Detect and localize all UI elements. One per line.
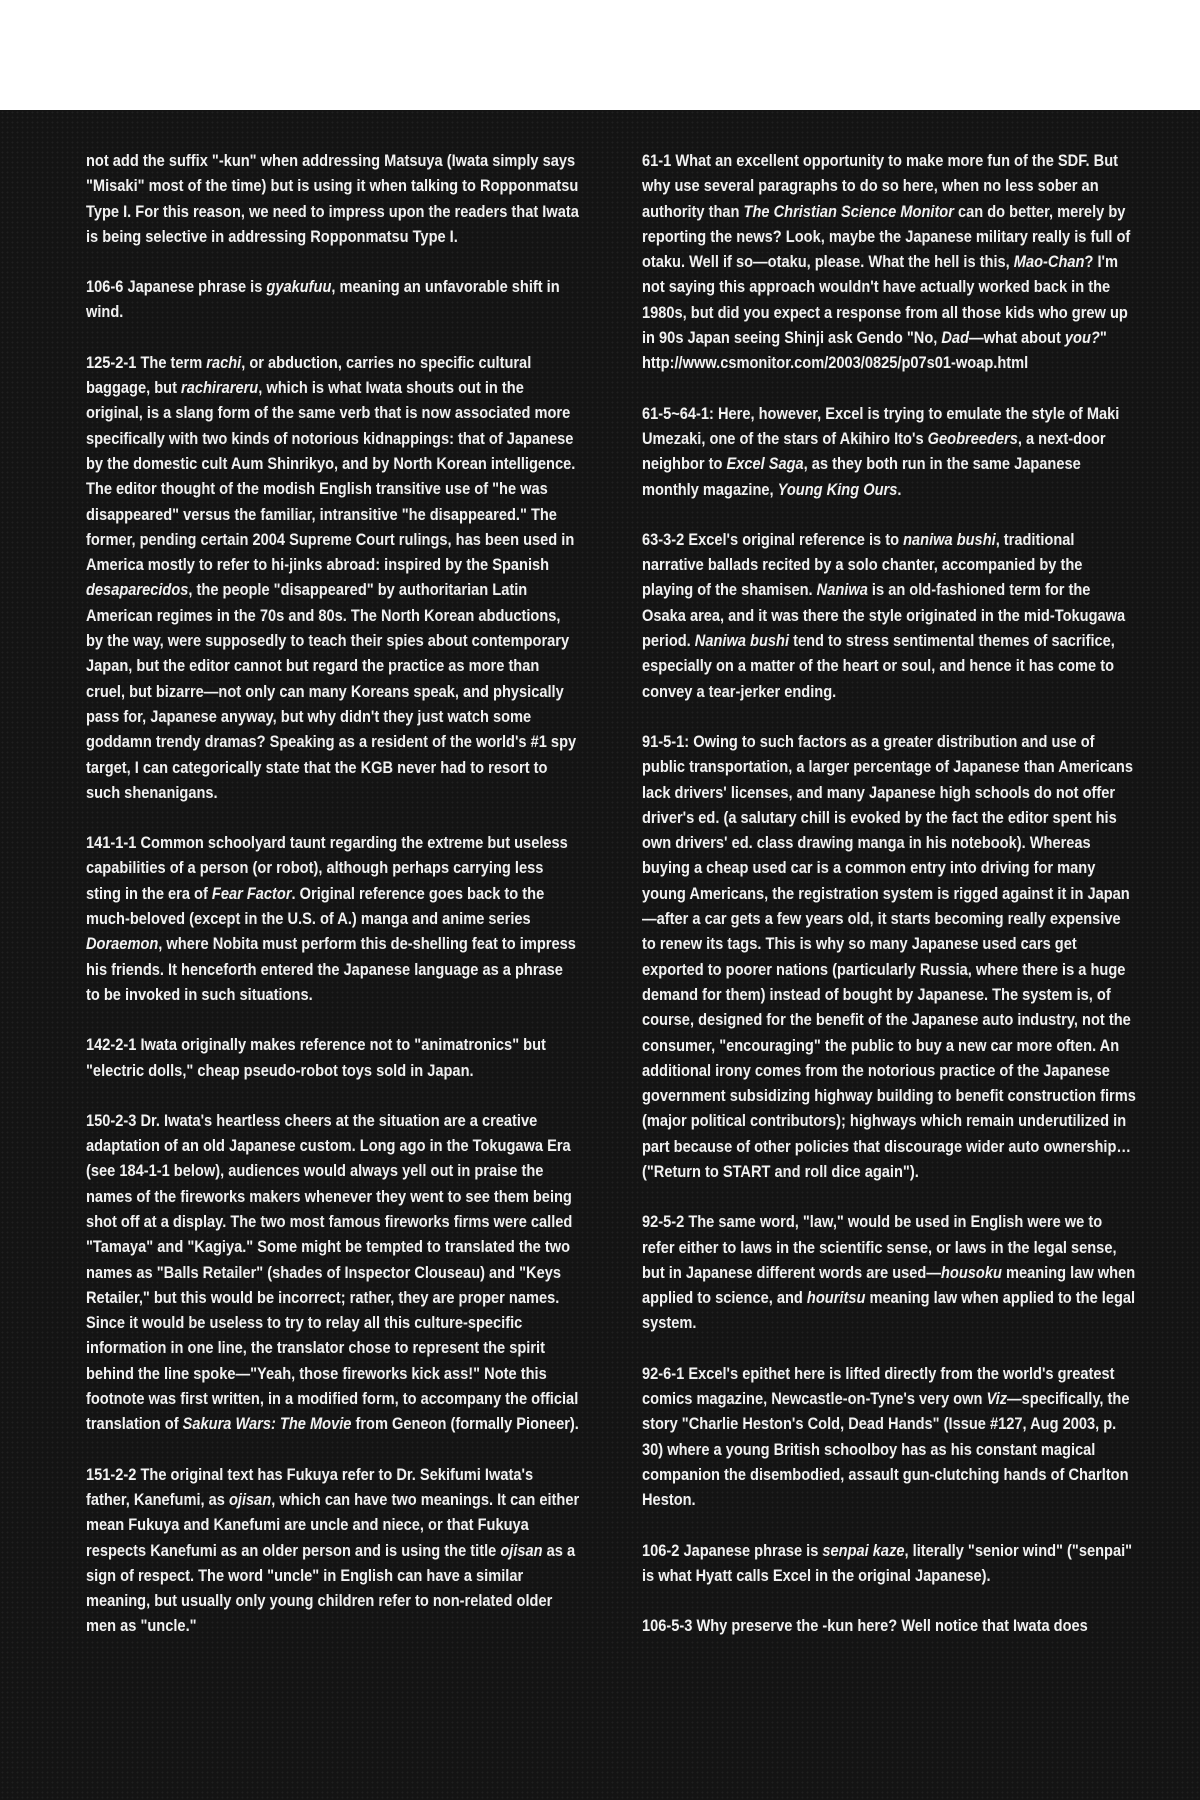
note-paragraph: 142-2-1 Iwata originally makes reference not to "animatronics" but "electric dolls," cheap pseudo-robot toys sold in Japan.	[86, 1035, 546, 1080]
note-paragraph: 151-2-2 The original text has Fukuya refer to Dr. Sekifumi Iwata's father, Kanefumi, as ojisan, which can have two meanings. It can either mean Fukuya and Kanefumi are uncle and niece, or that Fukuya respects Kanefumi as an older person and is using the title ojisan as a sign of respect. The word "uncle" in English can have a similar meaning, but usually only young children refer to non-related older men as "uncle."	[86, 1464, 580, 1636]
note-paragraph: 61-1 What an excellent opportunity to make more fun of the SDF. But why use several paragraphs to do so here, when no less sober an authority than The Christian Science Monitor can do better, merely by reporting the news? Look, maybe the Japanese military really is full of otaku. Well if so—otaku, please. What the hell is this, Mao-Chan? I'm not saying this approach wouldn't have actually worked back in the 1980s, but did you expect a response from all those kids who grew up in 90s Japan seeing Shinji ask Gendo "No, Dad—what about you?" http://www.csmonitor.com/2003/0825/p07s01-woap.html	[642, 151, 1131, 373]
notes-page	[0, 110, 1200, 1800]
note-paragraph: 61-5~64-1: Here, however, Excel is trying to emulate the style of Maki Umezaki, one of the stars of Akihiro Ito's Geobreeders, a next-door neighbor to Excel Saga, as they both run in the same Japanese monthly magazine, Young King Ours.	[642, 403, 1120, 499]
note-paragraph: 141-1-1 Common schoolyard taunt regarding the extreme but useless capabilities of a person (or robot), although perhaps carrying less sting in the era of Fear Factor. Original reference goes back to the much-beloved (except in the U.S. of A.) manga and anime series Doraemon, where Nobita must perform this de-shelling feat to impress his friends. It henceforth entered the Japanese language as a phrase to be invoked in such situations.	[86, 833, 576, 1004]
note-paragraph: 106-5-3 Why preserve the -kun here? Well notice that Iwata does	[642, 1616, 1088, 1636]
note-paragraph: 125-2-1 The term rachi, or abduction, carries no specific cultural baggage, but rachirareru, which is what Iwata shouts out in the original, is a slang form of the same verb that is now associated more specifically with two kinds of notorious kidnappings: that of Japanese by the domestic cult Aum Shinrikyo, and by North Korean intelligence. The editor thought of the modish English transitive use of "he was disappeared" versus the familiar, intransitive "he disappeared." The former, pending certain 2004 Supreme Court rulings, has been used in America mostly to refer to hi-jinks abroad: inspired by the Spanish desaparecidos, the people "disappeared" by authoritarian Latin American regimes in the 70s and 80s. The North Korean abductions, by the way, were supposedly to teach their spies about contemporary Japan, but the editor cannot but regard the practice as more than cruel, but bizarre—not only can many Koreans speak, and physically pass for, Japanese anyway, but why didn't they just watch some goddamn trendy dramas? Speaking as a resident of the world's #1 spy target, I can categorically state that the KGB never had to resort to such shenanigans.	[86, 352, 577, 802]
note-paragraph: 91-5-1: Owing to such factors as a greater distribution and use of public transportation, a larger percentage of Japanese than Americans lack drivers' licenses, and many Japanese high schools do not offer driver's ed. (a salutary chill is evoked by the fact the editor spent his own drivers' ed. class drawing manga in his notebook). Whereas buying a cheap used car is a common entry into driving for many young Americans, the registration system is rigged against it in Japan—after a car gets a few years old, it starts becoming really expensive to renew its tags. This is why so many Japanese used cars get exported to poorer nations (particularly Russia, where there is a huge demand for them) instead of bought by Japanese. The system is, of course, designed for the benefit of the Japanese auto industry, not the consumer, "encouraging" the public to buy a new car more often. An additional irony comes from the notorious practice of the Japanese government subsidizing highway building to benefit construction firms (major political contributors); highways which remain underutilized in part because of other policies that discourage wider auto ownership…("Return to START and roll dice again").	[642, 731, 1136, 1181]
note-paragraph: 106-2 Japanese phrase is senpai kaze, literally "senior wind" ("senpai" is what Hyatt calls Excel in the original Japanese).	[642, 1540, 1133, 1585]
note-paragraph: 106-6 Japanese phrase is gyakufuu, meaning an unfavorable shift in wind.	[86, 277, 560, 322]
left-column	[86, 148, 581, 1664]
note-paragraph: 92-5-2 The same word, "law," would be used in English were we to refer either to laws in the scientific sense, or laws in the legal sense, but in Japanese different words are used—housoku meaning law when applied to science, and houritsu meaning law when applied to the legal system.	[642, 1212, 1136, 1333]
note-paragraph: 63-3-2 Excel's original reference is to naniwa bushi, traditional narrative ballads recited by a solo chanter, accompanied by the playing of the shamisen. Naniwa is an old-fashioned term for the Osaka area, and it was there the style originated in the mid-Tokugawa period. Naniwa bushi tend to stress sentimental themes of sacrifice, especially on a matter of the heart or soul, and hence it has come to convey a tear-jerker ending.	[642, 529, 1126, 701]
right-column	[642, 148, 1137, 1663]
note-paragraph: not add the suffix "-kun" when addressing Matsuya (Iwata simply says "Misaki" most of the time) but is using it when talking to Ropponmatsu Type I. For this reason, we need to impress upon the readers that Iwata is being selective in addressing Ropponmatsu Type I.	[86, 151, 579, 246]
note-paragraph: 150-2-3 Dr. Iwata's heartless cheers at the situation are a creative adaptation of an old Japanese custom. Long ago in the Tokugawa Era (see 184-1-1 below), audiences would always yell out in praise the names of the fireworks makers whenever they went to see them being shot off at a display. The two most famous fireworks firms were called "Tamaya" and "Kagiya." Some might be tempted to translated the two names as "Balls Retailer" (shades of Inspector Clouseau) and "Keys Retailer," but this would be incorrect; rather, they are proper names. Since it would be useless to try to relay all this culture-specific information in one line, the translator chose to represent the spirit behind the line spoke—"Yeah, those fireworks kick ass!" Note this footnote was first written, in a modified form, to accompany the official translation of Sakura Wars: The Movie from Geneon (formally Pioneer).	[86, 1110, 579, 1434]
note-paragraph: 92-6-1 Excel's epithet here is lifted directly from the world's greatest comics magazine, Newcastle-on-Tyne's very own Viz—specifically, the story "Charlie Heston's Cold, Dead Hands" (Issue #127, Aug 2003, p. 30) where a young British schoolboy has as his constant magical companion the disembodied, assault gun-clutching hands of Charlton Heston.	[642, 1363, 1130, 1510]
